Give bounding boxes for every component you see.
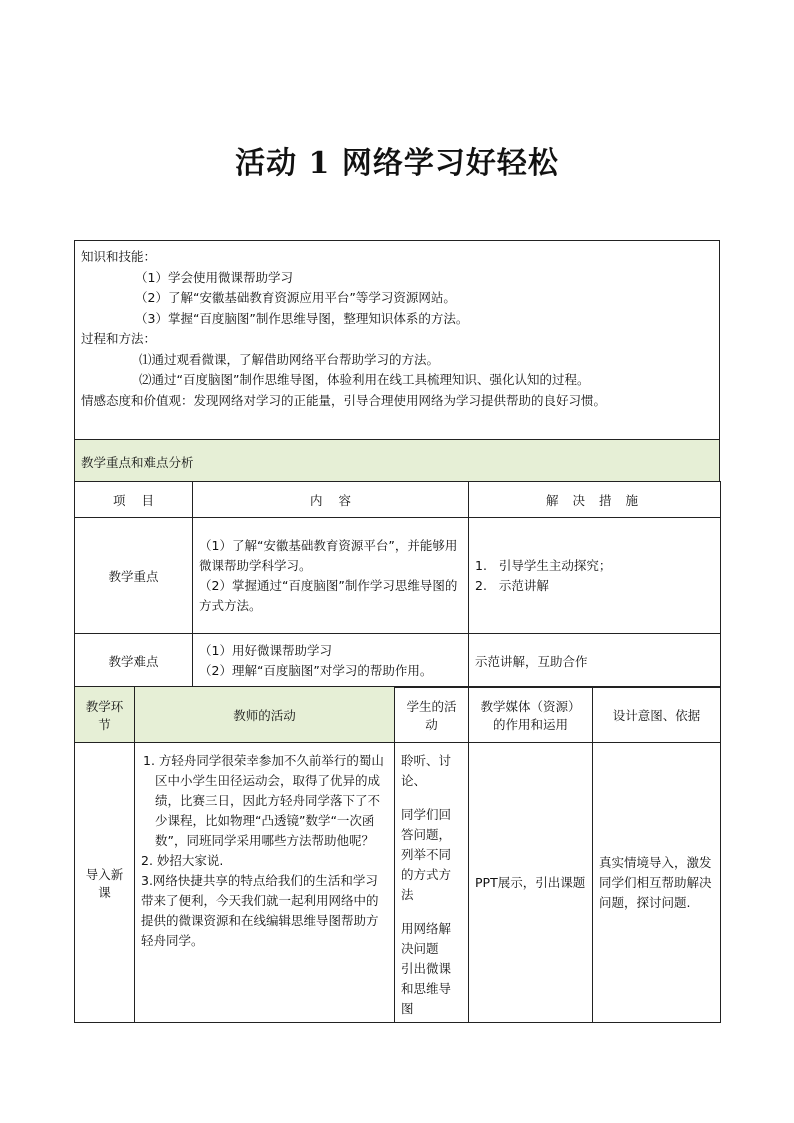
student-activity (395, 743, 469, 1023)
student-item: 同学们回答问题，列举不同的方式方法 (401, 807, 452, 902)
teacher-item: 3.网络快捷共享的特点给我们的生活和学习带来了便利，今天我们就一起利用网络中的提供的微课资源和在线编辑思维导图帮助方轻舟同学。 (141, 873, 379, 948)
knowledge-item: （1）学会使用微课帮助学习 (135, 269, 293, 285)
process-item: ⑴通过观看微课，了解借助网络平台帮助学习的方法。 (139, 351, 440, 367)
knowledge-item: （2）了解“安徽基础教育资源应用平台”等学习资源网站。 (135, 290, 456, 305)
key-measure-item: 1. 引导学生主动探究； (475, 557, 612, 573)
header-measures: 解 决 措 施 (469, 482, 721, 518)
key-content (193, 518, 469, 634)
header-media: 教学媒体（资源）的作用和运用 (469, 687, 593, 743)
stage-cell: 导入新课 (75, 743, 135, 1023)
attitude-line: 情感态度和价值观：发现网络对学习的正能量，引导合理使用网络为学习提供帮助的良好习惯。 (81, 392, 607, 408)
teacher-item: 2. 妙招大家说. (141, 853, 224, 868)
media-cell: PPT展示，引出课题 (469, 743, 593, 1023)
analysis-title: 教学重点和难点分析 (74, 439, 720, 482)
header-content: 内 容 (193, 482, 469, 518)
student-item: 引出微课和思维导图 (401, 961, 452, 1016)
key-label: 教学重点 (75, 518, 193, 634)
key-content-line: （2）掌握通过“百度脑图”制作学习思维导图的方式方法。 (199, 577, 458, 613)
header-design: 设计意图、依据 (593, 687, 721, 743)
knowledge-item: （3）掌握“百度脑图”制作思维导图，整理知识体系的方法。 (135, 310, 469, 326)
design-cell: 真实情境导入，激发同学们相互帮助解决问题，探讨问题. (593, 743, 721, 1023)
diff-content-line: （2）理解“百度脑图”对学习的帮助作用。 (199, 662, 433, 678)
key-measures (469, 518, 721, 634)
key-measure-item: 2. 示范讲解 (475, 577, 549, 593)
diff-label: 教学难点 (75, 634, 193, 688)
student-item: 聆听、讨论、 (401, 753, 452, 788)
diff-measures: 示范讲解，互助合作 (469, 634, 721, 688)
process-table (74, 686, 721, 1023)
student-item: 用网络解决问题 (401, 921, 452, 956)
header-stage: 教学环节 (75, 687, 135, 743)
page-title: 活动 1 网络学习好轻松 (235, 146, 559, 181)
header-teacher: 教师的活动 (135, 687, 395, 743)
objectives-section (74, 240, 720, 440)
analysis-table (74, 481, 721, 688)
header-student: 学生的活动 (395, 687, 469, 743)
diff-content-line: （1）用好微课帮助学习 (199, 642, 332, 658)
teacher-activity (135, 743, 395, 1023)
teacher-item: 1. 方轻舟同学很荣幸参加不久前举行的蜀山区中小学生田径运动会，取得了优异的成绩，比赛三日，因此方轻舟同学落下了不少课程，比如物理“凸透镜”数学“一次函数”，同班同学采用哪些方法帮助他呢？ (143, 753, 384, 848)
knowledge-heading: 知识和技能： (81, 249, 157, 264)
process-item: ⑵通过“百度脑图”制作思维导图，体验利用在线工具梳理知识、强化认知的过程。 (139, 372, 590, 387)
process-heading: 过程和方法： (81, 331, 157, 346)
key-content-line: （1）了解“安徽基础教育资源平台”，并能够用微课帮助学科学习。 (199, 537, 458, 573)
diff-content (193, 634, 469, 688)
header-item: 项 目 (75, 482, 193, 518)
